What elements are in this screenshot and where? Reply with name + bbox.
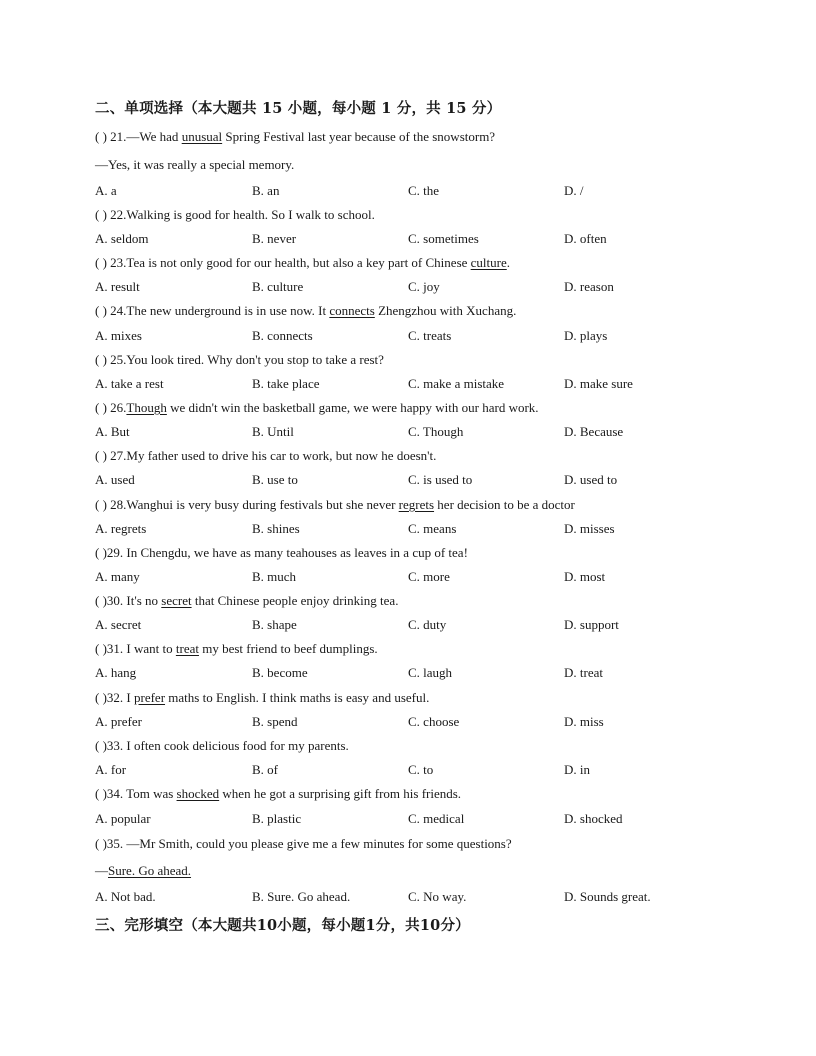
question-text: ( ) 25.You look tired. Why don't you stop to take a rest? [95, 352, 384, 367]
answer-option-c: C. sometimes [408, 231, 479, 246]
question-text: ( )35. —Mr Smith, could you please give me a few minutes for some questions? [95, 836, 512, 851]
option-row [95, 811, 735, 827]
question-stem [95, 303, 516, 319]
answer-option-a: A. Not bad. [95, 889, 156, 904]
option-row [95, 665, 735, 681]
answer-option-d: D. support [564, 617, 619, 632]
answer-option-b: B. take place [252, 376, 320, 391]
answer-option-d: D. used to [564, 472, 618, 487]
answer-option-c: C. to [408, 762, 434, 777]
question-text: ( ) 24.The new underground is in use now. It [95, 303, 330, 318]
answer-option-a: A. many [95, 569, 140, 584]
answer-option-c: C. duty [408, 617, 447, 632]
answer-option-a: A. used [95, 472, 135, 487]
answer-option-b: B. use to [252, 472, 298, 487]
answer-option-a: A. prefer [95, 714, 142, 729]
question-response-line [95, 157, 294, 173]
question-text: ( )29. In Chengdu, we have as many teahouses as leaves in a cup of tea! [95, 545, 468, 560]
underlined-word: Sure. Go ahead. [108, 863, 192, 878]
question-text: ( ) 21.—We had [95, 129, 182, 144]
question-text: ( )30. It's no [95, 593, 162, 608]
question-stem [95, 400, 539, 416]
question-stem [95, 545, 468, 561]
answer-option-c: C. more [408, 569, 450, 584]
answer-option-a: A. secret [95, 617, 142, 632]
cloze-section-title: 三、完形填空（本大题共10小题，每小题1分，共10分） [95, 917, 470, 934]
answer-option-d: D. / [564, 183, 584, 198]
question-text: that Chinese people enjoy drinking tea. [191, 593, 399, 608]
question-text: — [95, 863, 108, 878]
answer-option-b: B. plastic [252, 811, 302, 826]
question-stem [95, 352, 384, 368]
answer-option-a: A. result [95, 279, 140, 294]
question-stem [95, 786, 461, 802]
option-row [95, 521, 735, 537]
question-text: Spring Festival last year because of the snowstorm? [222, 129, 496, 144]
option-row [95, 328, 735, 344]
underlined-word: Though [126, 400, 167, 415]
question-text: maths to English. I think maths is easy and useful. [165, 690, 430, 705]
answer-option-b: B. never [252, 231, 297, 246]
underlined-word: secret [161, 593, 192, 608]
answer-option-d: D. Because [564, 424, 624, 439]
answer-option-a: A. mixes [95, 328, 142, 343]
option-row [95, 762, 735, 778]
question-stem [95, 641, 378, 657]
answer-option-a: A. But [95, 424, 130, 439]
answer-option-c: C. No way. [408, 889, 467, 904]
option-row [95, 472, 735, 488]
answer-option-b: B. of [252, 762, 278, 777]
question-text: ( ) 28.Wanghui is very busy during festivals but she never [95, 497, 399, 512]
question-text: ( ) 23.Tea is not only good for our health, but also a key part of Chinese [95, 255, 471, 270]
answer-option-c: C. make a mistake [408, 376, 505, 391]
question-stem [95, 593, 398, 609]
question-text: ( )31. I want to [95, 641, 176, 656]
answer-option-d: D. shocked [564, 811, 623, 826]
answer-option-c: C. is used to [408, 472, 473, 487]
option-row [95, 889, 735, 905]
question-stem [95, 207, 375, 223]
single-choice-section-title: 二、单项选择（本大题共 15 小题，每小题 1 分，共 15 分） [95, 100, 502, 117]
question-text: ( ) 26. [95, 400, 127, 415]
option-row [95, 231, 735, 247]
question-text: my best friend to beef dumplings. [198, 641, 378, 656]
answer-option-d: D. miss [564, 714, 604, 729]
answer-option-d: D. plays [564, 328, 608, 343]
answer-option-a: A. a [95, 183, 117, 198]
option-row [95, 376, 735, 392]
option-row [95, 617, 735, 633]
question-text: ( )32. I [95, 690, 134, 705]
question-text: . [506, 255, 510, 270]
question-stem [95, 836, 512, 852]
answer-option-a: A. take a rest [95, 376, 164, 391]
question-response-line [95, 863, 191, 879]
underlined-word: regrets [398, 497, 435, 512]
answer-option-a: A. seldom [95, 231, 149, 246]
answer-option-c: C. medical [408, 811, 465, 826]
answer-option-b: B. become [252, 665, 308, 680]
answer-option-d: D. in [564, 762, 590, 777]
answer-option-b: B. Until [252, 424, 294, 439]
answer-option-c: C. the [408, 183, 440, 198]
underlined-word: treat [175, 641, 199, 656]
answer-option-a: A. regrets [95, 521, 147, 536]
answer-option-c: C. laugh [408, 665, 453, 680]
question-text: —Yes, it was really a special memory. [95, 157, 295, 172]
answer-option-d: D. make sure [564, 376, 633, 391]
answer-option-d: D. most [564, 569, 606, 584]
answer-option-b: B. spend [252, 714, 298, 729]
answer-option-c: C. means [408, 521, 457, 536]
question-text: when he got a surprising gift from his friends. [219, 786, 462, 801]
question-text: we didn't win the basketball game, we were happy with our hard work. [166, 400, 539, 415]
question-stem [95, 738, 349, 754]
option-row [95, 183, 735, 199]
answer-option-b: B. culture [252, 279, 304, 294]
answer-option-d: D. treat [564, 665, 603, 680]
answer-option-b: B. Sure. Go ahead. [252, 889, 351, 904]
answer-option-d: D. often [564, 231, 607, 246]
question-text: ( ) 27.My father used to drive his car to work, but now he doesn't. [95, 448, 437, 463]
option-row [95, 424, 735, 440]
answer-option-b: B. shape [252, 617, 297, 632]
underlined-word: unusual [181, 129, 223, 144]
underlined-word: prefer [134, 690, 166, 705]
answer-option-b: B. an [252, 183, 280, 198]
option-row [95, 569, 735, 585]
question-text: Zhengzhou with Xuchang. [374, 303, 517, 318]
question-stem [95, 129, 495, 145]
question-stem [95, 255, 510, 271]
question-text: her decision to be a doctor [434, 497, 575, 512]
answer-option-b: B. much [252, 569, 297, 584]
option-row [95, 714, 735, 730]
answer-option-c: C. joy [408, 279, 440, 294]
question-stem [95, 497, 575, 513]
underlined-word: culture [470, 255, 507, 270]
answer-option-a: A. for [95, 762, 127, 777]
option-row [95, 279, 735, 295]
answer-option-b: B. connects [252, 328, 313, 343]
underlined-word: connects [329, 303, 375, 318]
answer-option-a: A. popular [95, 811, 151, 826]
underlined-word: shocked [176, 786, 220, 801]
answer-option-c: C. treats [408, 328, 452, 343]
question-text: ( )33. I often cook delicious food for my parents. [95, 738, 349, 753]
question-stem [95, 690, 429, 706]
answer-option-d: D. reason [564, 279, 614, 294]
answer-option-c: C. choose [408, 714, 460, 729]
question-text: ( ) 22.Walking is good for health. So I walk to school. [95, 207, 375, 222]
answer-option-d: D. Sounds great. [564, 889, 651, 904]
answer-option-c: C. Though [408, 424, 464, 439]
question-text: ( )34. Tom was [95, 786, 177, 801]
answer-option-a: A. hang [95, 665, 137, 680]
question-stem [95, 448, 436, 464]
answer-option-b: B. shines [252, 521, 300, 536]
answer-option-d: D. misses [564, 521, 615, 536]
